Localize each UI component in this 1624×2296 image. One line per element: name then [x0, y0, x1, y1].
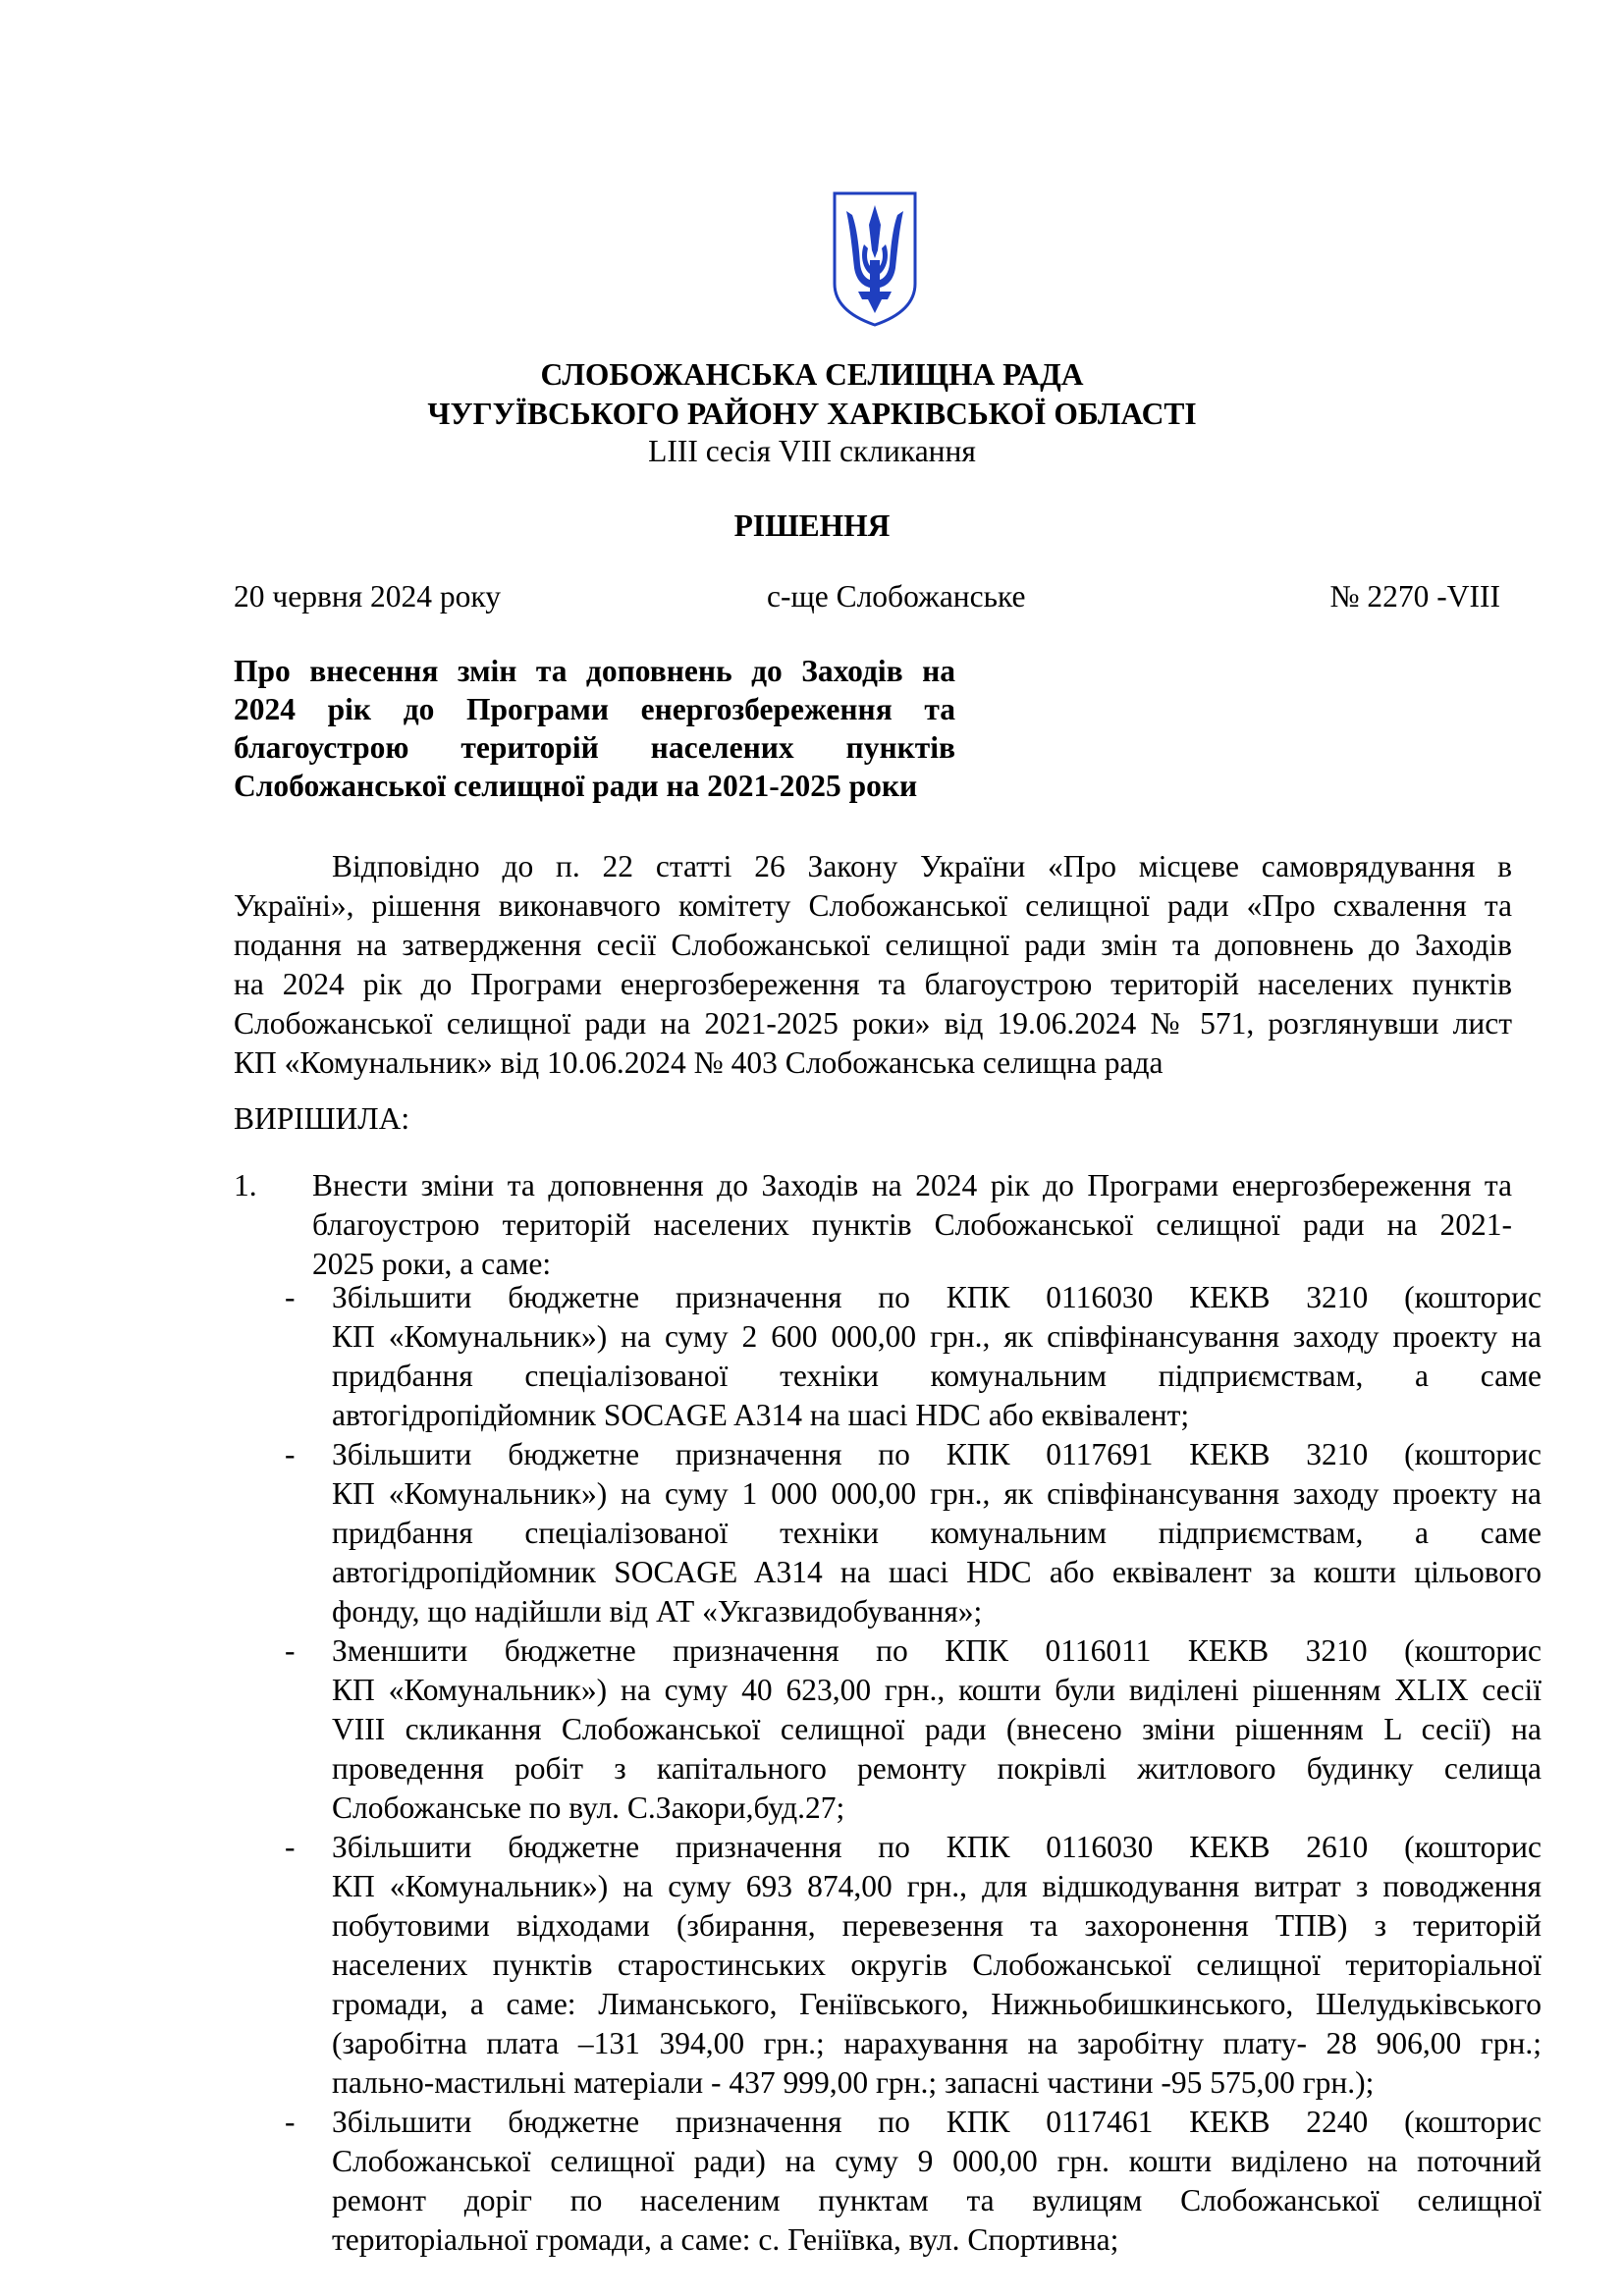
item-text: [312, 1166, 1512, 1284]
district-name: ЧУГУЇВСЬКОГО РАЙОНУ ХАРКІВСЬКОЇ ОБЛАСТІ: [427, 397, 1197, 431]
bullet-line: населених пунктів старостинських округів Слобожанської селищної територіальної: [332, 1948, 1542, 1982]
bullet-line: Збільшити бюджетне призначення по КПК 0116030 КЕКВ 2610 (кошторис: [332, 1830, 1542, 1864]
session-line: LIII сесія VIII скликання: [648, 434, 976, 468]
bullet-line: придбання спеціалізованої техніки комунальним підприємствам, а саме: [332, 1359, 1542, 1393]
title-line: Про внесення змін та доповнень до Заходів на: [234, 654, 955, 688]
preamble-line: на 2024 рік до Програми енергозбереження та благоустрою територій населених пунктів: [234, 967, 1512, 1001]
item-line: 2025 роки, а саме:: [312, 1247, 552, 1281]
title-line: Слобожанської селищної ради на 2021-2025 роки: [234, 769, 918, 803]
bullet-line: ремонт доріг по населеним пунктам та вулицям Слобожанської селищної: [332, 2183, 1542, 2217]
document-type-heading: РІШЕННЯ: [733, 508, 891, 543]
list-item: [285, 1828, 1542, 2103]
bullet-line: КП «Комунальник») на суму 693 874,00 грн., для відшкодування витрат з поводження: [332, 1869, 1542, 1903]
bullet-dash: -: [285, 1280, 296, 1314]
bullet-line: проведення робіт з капітального ремонту покрівлі житлового будинку селища: [332, 1751, 1542, 1786]
bullet-dash: -: [285, 1437, 296, 1471]
bullet-dash: -: [285, 2105, 296, 2139]
council-name: СЛОБОЖАНСЬКА СЕЛИЩНА РАДА: [540, 357, 1084, 392]
bullet-line: автогідропідйомник SOCAGE A314 на шасі HDC або еквівалент;: [332, 1398, 1190, 1432]
bullet-line: територіальної громади, а саме: с. Геніївка, вул. Спортивна;: [332, 2222, 1119, 2257]
list-item: [285, 2103, 1542, 2260]
bullet-line: Зменшити бюджетне призначення по КПК 0116011 КЕКВ 3210 (кошторис: [332, 1633, 1542, 1668]
preamble-line: КП «Комунальник» від 10.06.2024 № 403 Слобожанська селищна рада: [234, 1045, 1164, 1080]
decision-place: с-ще Слобожанське: [767, 579, 1026, 614]
decision-date: 20 червня 2024 року: [234, 579, 502, 614]
title-line: благоустрою територій населених пунктів: [234, 730, 955, 765]
bullet-dash: -: [285, 1633, 296, 1668]
date-place-number-row: [234, 577, 1500, 616]
bullet-line: КП «Комунальник») на суму 40 623,00 грн., кошти були виділені рішенням XLIX сесії: [332, 1673, 1542, 1707]
preamble-line: Україні», рішення виконавчого комітету Слобожанської селищної ради «Про схвалення та: [234, 888, 1512, 923]
list-item: [285, 1435, 1542, 1631]
bullet-line: придбання спеціалізованої техніки комунальним підприємствам, а саме: [332, 1516, 1542, 1550]
item-line: Внести зміни та доповнення до Заходів на 2024 рік до Програми енергозбереження та: [312, 1168, 1512, 1202]
list-item: [285, 1631, 1542, 1828]
preamble-line: подання на затвердження сесії Слобожанської селищної ради змін та доповнень до Заходів: [234, 928, 1512, 962]
bullet-line: автогідропідйомник SOCAGE A314 на шасі HDC або еквівалент за кошти цільового: [332, 1555, 1542, 1589]
resolved-label: ВИРІШИЛА:: [234, 1101, 410, 1136]
item-number: 1.: [234, 1168, 257, 1202]
bullet-line: громади, а саме: Лиманського, Геніївського, Нижньобишкинського, Шелудьківського: [332, 1987, 1542, 2021]
bullet-line: (заробітна плата –131 394,00 грн.; нарахування на заробітну плату- 28 906,00 грн.;: [332, 2026, 1542, 2060]
bullet-line: Збільшити бюджетне призначення по КПК 0117691 КЕКВ 3210 (кошторис: [332, 1437, 1542, 1471]
preamble-paragraph: [234, 847, 1512, 1083]
item-sublist: [285, 1278, 1542, 2260]
bullet-line: побутовими відходами (збирання, перевезення та захоронення ТПВ) з територій: [332, 1908, 1542, 1943]
bullet-line: фонду, що надійшли від АТ «Укгазвидобування»;: [332, 1594, 983, 1629]
title-line: 2024 рік до Програми енергозбереження та: [234, 692, 955, 726]
decision-title: [234, 652, 955, 805]
coat-of-arms-icon: [831, 189, 919, 329]
bullet-line: Збільшити бюджетне призначення по КПК 0116030 КЕКВ 3210 (кошторис: [332, 1280, 1542, 1314]
bullet-line: пально-мастильні матеріали - 437 999,00 грн.; запасні частини -95 575,00 грн.);: [332, 2065, 1375, 2100]
bullet-line: Слобожанської селищної ради) на суму 9 000,00 грн. кошти виділено на поточний: [332, 2144, 1542, 2178]
preamble-line: Відповідно до п. 22 статті 26 Закону України «Про місцеве самоврядування в: [332, 849, 1512, 883]
bullet-line: Слобожанське по вул. С.Закори,буд.27;: [332, 1790, 845, 1825]
list-item: [285, 1278, 1542, 1435]
bullet-line: КП «Комунальник») на суму 1 000 000,00 грн., як співфінансування заходу проекту на: [332, 1476, 1542, 1511]
decision-number: № 2270 -VIII: [1329, 579, 1500, 614]
preamble-line: Слобожанської селищної ради на 2021-2025 роки» від 19.06.2024 № 571, розглянувши лист: [234, 1006, 1512, 1041]
bullet-line: Збільшити бюджетне призначення по КПК 0117461 КЕКВ 2240 (кошторис: [332, 2105, 1542, 2139]
bullet-line: КП «Комунальник») на суму 2 600 000,00 грн., як співфінансування заходу проекту на: [332, 1319, 1542, 1354]
item-line: благоустрою територій населених пунктів Слобожанської селищної ради на 2021-: [312, 1207, 1512, 1242]
bullet-dash: -: [285, 1830, 296, 1864]
bullet-line: VIII скликання Слобожанської селищної ради (внесено зміни рішенням L сесії) на: [332, 1712, 1542, 1746]
